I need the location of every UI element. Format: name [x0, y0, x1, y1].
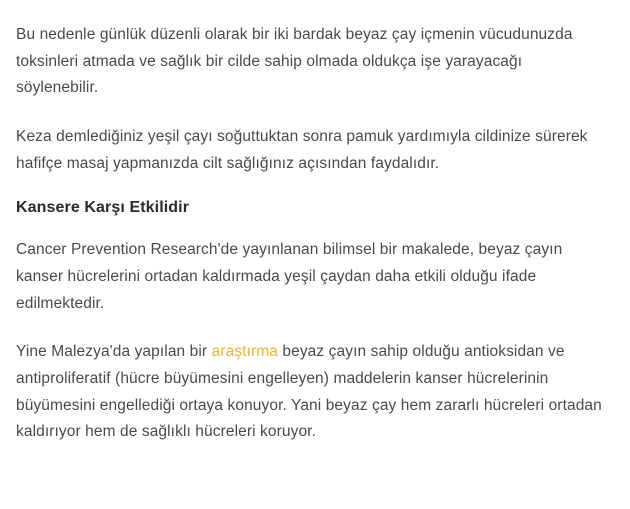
paragraph-malaysia-study	[16, 339, 602, 446]
paragraph-green-tea-skin: Keza demlediğiniz yeşil çayı soğuttuktan sonra pamuk yardımıyla cildinize sürerek hafifçe masaj yapmanızda cilt sağlığınız açısından faydalıdır.	[16, 127, 588, 172]
section-heading-cancer: Kansere Karşı Etkilidir	[16, 199, 190, 217]
paragraph-text-before-link: Yine Malezya'da yapılan bir	[16, 343, 212, 361]
paragraph-white-tea-detox: Bu nedenle günlük düzenli olarak bir iki bardak beyaz çay içmenin vücudunuzda toksinleri atmada ve sağlık bir cilde sahip olmada oldukça işe yarayacağı söylenebilir.	[16, 26, 573, 97]
paragraph-cancer-research: Cancer Prevention Research'de yayınlanan bilimsel bir makalede, beyaz çayın kanser hücrelerini ortadan kaldırmada yeşil çaydan daha etkili olduğu ifade edilmektedir.	[16, 241, 563, 312]
research-link[interactable]: araştırma	[211, 343, 278, 361]
paragraph-text-after-link: beyaz çayın sahip olduğu antioksidan ve antiproliferatif (hücre büyümesini engelleyen) maddelerin kanser hücrelerinin büyümesini engellediği ortaya konuyor. Yani beyaz çay hem zararlı hücreleri ortadan kaldırıyor hem de sağlıklı hücreleri koruyor.	[16, 343, 602, 441]
